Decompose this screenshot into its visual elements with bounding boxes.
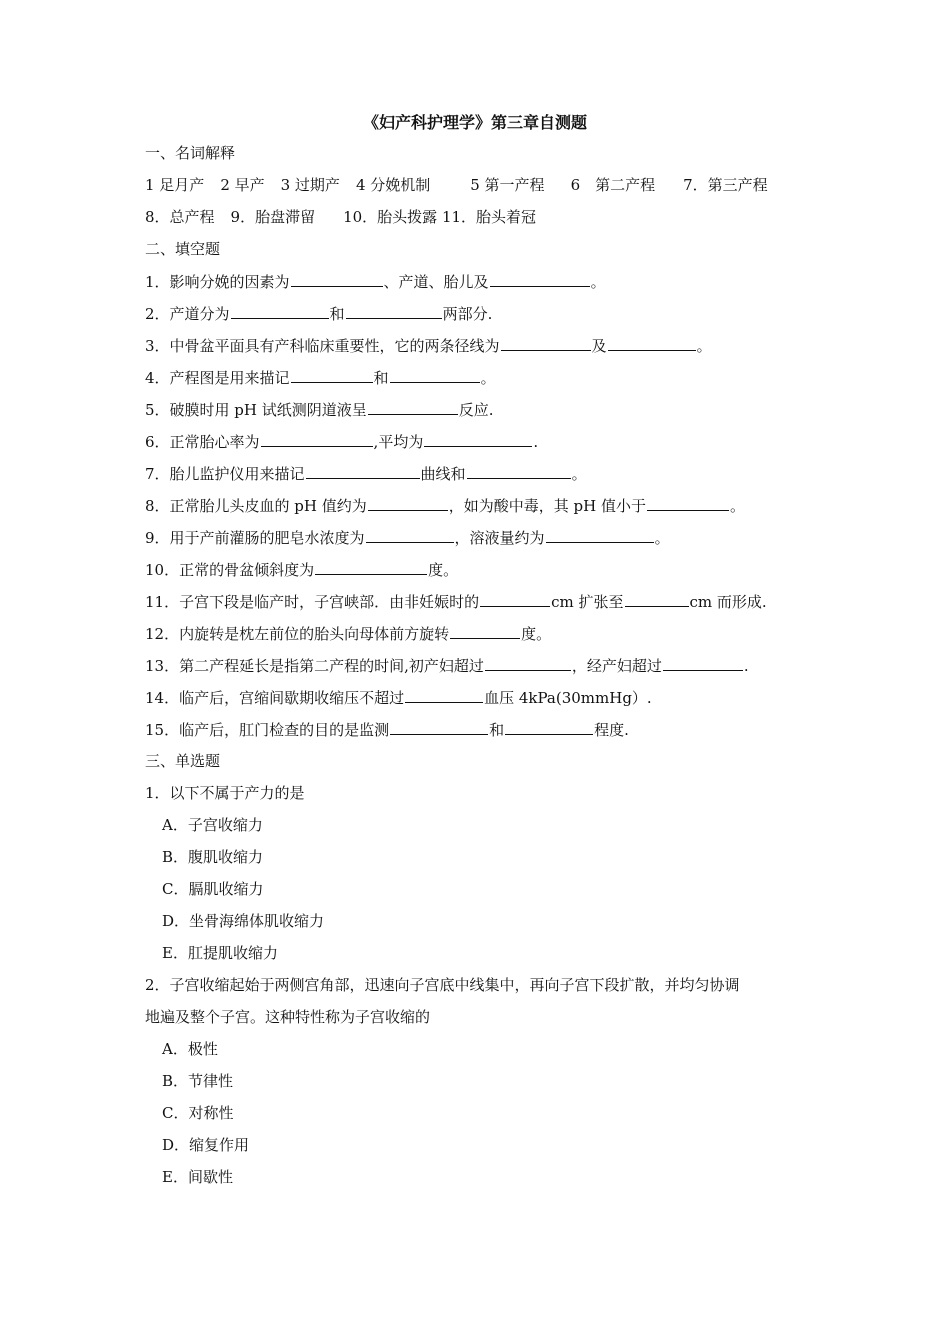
mc-option: D．缩复作用 — [162, 1136, 250, 1154]
fill-question-5: 5．破膜时用 pH 试纸测阴道液呈 反应. — [145, 401, 494, 419]
answer-blank — [231, 303, 329, 319]
mc-question-2-stem-line1: 2．子宫收缩起始于两侧宫角部，迅速向子宫底中线集中，再向子宫下段扩散，并均匀协调 — [145, 976, 740, 994]
answer-blank — [346, 303, 442, 319]
answer-blank — [291, 367, 373, 383]
answer-blank — [663, 655, 743, 671]
fill-question-15: 15．临产后，肛门检查的目的是监测 和 程度. — [145, 721, 629, 739]
mc-option: E．肛提肌收缩力 — [162, 944, 278, 962]
fill-question-8: 8．正常胎儿头皮血的 pH 值约为 ，如为酸中毒，其 pH 值小于 。 — [145, 497, 746, 515]
term: 4 分娩机制 — [355, 176, 431, 194]
fill-question-6: 6．正常胎心率为 ,平均为 . — [145, 433, 539, 451]
mc-question-1-stem: 1．以下不属于产力的是 — [145, 784, 305, 802]
fill-question-14: 14．临产后，宫缩间歇期收缩压不超过 血压 4kPa(30mmHg）. — [145, 689, 652, 707]
mc-question-2-stem-line2: 地遍及整个子宫。这种特性称为子宫收缩的 — [145, 1008, 431, 1026]
term: 1 足月产 — [145, 176, 205, 194]
answer-blank — [490, 271, 590, 287]
term: 8．总产程 — [145, 208, 215, 226]
answer-blank — [424, 431, 532, 447]
answer-blank — [390, 367, 480, 383]
answer-blank — [505, 719, 593, 735]
fill-question-9: 9．用于产前灌肠的肥皂水浓度为 ，溶液量约为 。 — [145, 529, 670, 547]
answer-blank — [368, 399, 458, 415]
mc-option: C．膈肌收缩力 — [162, 880, 264, 898]
mc-option: C．对称性 — [162, 1104, 234, 1122]
answer-blank — [546, 527, 654, 543]
fill-question-12: 12．内旋转是枕左前位的胎头向母体前方旋转 度。 — [145, 625, 552, 643]
answer-blank — [261, 431, 373, 447]
terms-line-2 — [145, 207, 536, 227]
answer-blank — [368, 495, 448, 511]
fill-question-13: 13．第二产程延长是指第二产程的时间,初产妇超过 ，经产妇超过 . — [145, 657, 749, 675]
section-heading-single-choice: 三、单选题 — [145, 752, 221, 770]
mc-option: A．极性 — [162, 1040, 218, 1058]
fill-question-2: 2．产道分为 和 两部分. — [145, 305, 493, 323]
answer-blank — [366, 527, 454, 543]
term: 3 过期产 — [280, 176, 340, 194]
term: 6 第二产程 — [570, 176, 656, 194]
answer-blank — [306, 463, 420, 479]
answer-blank — [647, 495, 729, 511]
mc-option: A．子宫收缩力 — [162, 816, 263, 834]
term: 2 早产 — [220, 176, 265, 194]
answer-blank — [390, 719, 488, 735]
fill-question-10: 10．正常的骨盆倾斜度为 度。 — [145, 561, 459, 579]
answer-blank — [480, 591, 550, 607]
answer-blank — [501, 335, 591, 351]
mc-option: B．腹肌收缩力 — [162, 848, 264, 866]
answer-blank — [485, 655, 571, 671]
terms-line-1 — [145, 175, 768, 195]
mc-option: B．节律性 — [162, 1072, 234, 1090]
mc-option: E．间歇性 — [162, 1168, 233, 1186]
answer-blank — [467, 463, 571, 479]
fill-question-7: 7．胎儿监护仪用来描记 曲线和 。 — [145, 465, 587, 483]
answer-blank — [291, 271, 383, 287]
document-title: 《妇产科护理学》第三章自测题 — [362, 113, 587, 132]
term: 5 第一产程 — [470, 176, 545, 194]
answer-blank — [405, 687, 483, 703]
fill-question-4: 4．产程图是用来描记 和 。 — [145, 369, 496, 387]
answer-blank — [625, 591, 689, 607]
answer-blank — [608, 335, 696, 351]
fill-question-1: 1．影响分娩的因素为 、产道、胎儿及 。 — [145, 273, 606, 291]
section-heading-fill-in: 二、填空题 — [145, 240, 221, 258]
answer-blank — [450, 623, 520, 639]
fill-question-3: 3．中骨盆平面具有产科临床重要性，它的两条径线为 及 。 — [145, 337, 712, 355]
term: 9．胎盘滞留 — [230, 208, 316, 226]
mc-option: D．坐骨海绵体肌收缩力 — [162, 912, 325, 930]
fill-question-11: 11．子宫下段是临产时，子宫峡部．由非妊娠时的 cm 扩张至 cm 而形成. — [145, 593, 767, 611]
section-heading-definitions: 一、名词解释 — [145, 144, 236, 162]
answer-blank — [315, 559, 427, 575]
term: 7．第三产程 — [683, 176, 768, 194]
term: 10．胎头拨露 11．胎头着冠 — [343, 208, 537, 226]
